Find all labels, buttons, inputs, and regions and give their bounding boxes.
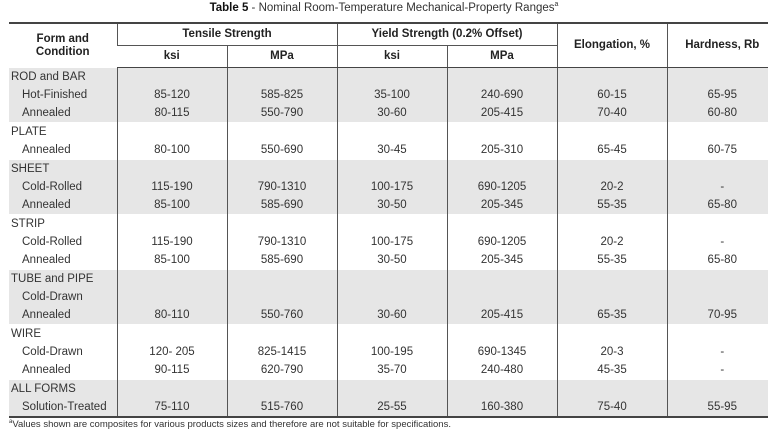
elongation-cell: 20-3 (557, 343, 667, 361)
tensile-ksi-cell: 85-100 (117, 196, 227, 215)
group-tube-and-pipe (9, 270, 768, 325)
empty-cell (667, 123, 768, 142)
elongation-cell: 65-45 (557, 141, 667, 160)
empty-cell (557, 160, 667, 179)
header-tensile-mpa: MPa (227, 46, 337, 68)
tensile-mpa-cell (227, 288, 337, 306)
table-row (9, 233, 768, 251)
empty-cell (667, 68, 768, 87)
tensile-mpa-cell: 790-1310 (227, 233, 337, 251)
yield-ksi-cell: 100-195 (337, 343, 447, 361)
empty-cell (117, 270, 227, 289)
yield-ksi-cell: 30-60 (337, 104, 447, 123)
tensile-mpa-cell: 585-690 (227, 251, 337, 270)
tensile-mpa-cell: 585-825 (227, 86, 337, 104)
empty-cell (667, 380, 768, 399)
table-caption (0, 1, 768, 14)
yield-ksi-cell (337, 288, 447, 306)
header-elongation: Elongation, % (557, 23, 667, 68)
yield-ksi-cell: 30-50 (337, 251, 447, 270)
group-name: TUBE and PIPE (9, 270, 117, 289)
group-name: ALL FORMS (9, 380, 117, 399)
elongation-cell: 60-15 (557, 86, 667, 104)
empty-cell (667, 270, 768, 289)
group-header-row (9, 215, 768, 234)
table-row (9, 361, 768, 380)
tensile-mpa-cell: 550-760 (227, 306, 337, 325)
hardness-cell: 60-80 (667, 104, 768, 123)
empty-cell (337, 325, 447, 344)
table-row (9, 306, 768, 325)
tensile-mpa-cell: 620-790 (227, 361, 337, 380)
condition-cell: Cold-Rolled (22, 236, 83, 248)
empty-cell (557, 215, 667, 234)
empty-cell (447, 215, 557, 234)
table-row (9, 86, 768, 104)
condition-cell: Annealed (22, 144, 71, 156)
tensile-ksi-cell: 120- 205 (117, 343, 227, 361)
hardness-cell: 70-95 (667, 306, 768, 325)
empty-cell (447, 380, 557, 399)
group-wire (9, 325, 768, 380)
tensile-ksi-cell: 115-190 (117, 178, 227, 196)
group-name: STRIP (11, 218, 45, 230)
tensile-ksi-cell: 115-190 (117, 233, 227, 251)
tensile-ksi-cell: 85-120 (117, 86, 227, 104)
table-row (9, 398, 768, 417)
yield-mpa-cell: 205-310 (447, 141, 557, 160)
group-header-row (9, 68, 768, 87)
yield-mpa-cell: 690-1205 (447, 178, 557, 196)
empty-cell (337, 68, 447, 87)
hardness-cell: - (667, 343, 768, 361)
group-rod-and-bar (9, 68, 768, 123)
yield-ksi-cell: 30-45 (337, 141, 447, 160)
condition-cell: Cold-Drawn (22, 346, 83, 358)
footnote-marker: a (554, 1, 559, 8)
empty-cell (447, 123, 557, 142)
header-yield-mpa: MPa (447, 46, 557, 68)
yield-ksi-cell: 25-55 (337, 398, 447, 417)
group-header-row (9, 270, 768, 289)
yield-mpa-cell: 205-415 (447, 306, 557, 325)
elongation-cell: 65-35 (557, 306, 667, 325)
group-all-forms (9, 380, 768, 418)
header-yield-ksi: ksi (337, 46, 447, 68)
hardness-cell: 60-75 (667, 141, 768, 160)
yield-mpa-cell: 205-345 (447, 251, 557, 270)
tensile-mpa-cell: 515-760 (227, 398, 337, 417)
tensile-ksi-cell: 80-110 (117, 306, 227, 325)
yield-mpa-cell: 205-345 (447, 196, 557, 215)
group-header-row (9, 325, 768, 344)
empty-cell (227, 123, 337, 142)
condition-cell: Cold-Drawn (9, 288, 117, 306)
empty-cell (447, 68, 557, 87)
condition-cell: Annealed (9, 104, 117, 123)
condition-cell: Annealed (22, 364, 71, 376)
empty-cell (227, 270, 337, 289)
empty-cell (117, 160, 227, 179)
properties-table (9, 22, 768, 418)
empty-cell (227, 380, 337, 399)
empty-cell (227, 215, 337, 234)
empty-cell (667, 160, 768, 179)
tensile-ksi-cell: 75-110 (117, 398, 227, 417)
table-row (9, 196, 768, 215)
footnote-text: Values shown are composites for various products sizes and therefore are not suitable for specifications. (12, 419, 451, 431)
tensile-ksi-cell: 85-100 (117, 251, 227, 270)
group-sheet (9, 160, 768, 215)
group-name: PLATE (11, 126, 47, 138)
empty-cell (447, 325, 557, 344)
tensile-ksi-cell: 80-100 (117, 141, 227, 160)
hardness-cell (667, 288, 768, 306)
condition-cell: Annealed (9, 196, 117, 215)
empty-cell (117, 380, 227, 399)
condition-cell: Annealed (9, 306, 117, 325)
elongation-cell: 55-35 (557, 196, 667, 215)
tensile-mpa-cell: 550-690 (227, 141, 337, 160)
tensile-mpa-cell: 585-690 (227, 196, 337, 215)
elongation-cell: 20-2 (557, 233, 667, 251)
header-hardness: Hardness, Rb (667, 23, 768, 68)
empty-cell (337, 160, 447, 179)
header-yield-strength: Yield Strength (0.2% Offset) (337, 23, 557, 46)
condition-cell: Cold-Rolled (9, 178, 117, 196)
empty-cell (227, 325, 337, 344)
hardness-cell: 55-95 (667, 398, 768, 417)
hardness-cell: 65-80 (667, 196, 768, 215)
empty-cell (117, 215, 227, 234)
hardness-cell: - (667, 361, 768, 380)
table-row (9, 178, 768, 196)
yield-ksi-cell: 30-50 (337, 196, 447, 215)
empty-cell (667, 325, 768, 344)
header-tensile-strength: Tensile Strength (117, 23, 337, 46)
footnote (9, 419, 451, 430)
empty-cell (337, 270, 447, 289)
table-row (9, 141, 768, 160)
table-label: Table 5 (209, 1, 249, 14)
empty-cell (557, 123, 667, 142)
tensile-ksi-cell: 80-115 (117, 104, 227, 123)
tensile-ksi-cell (117, 288, 227, 306)
elongation-cell: 70-40 (557, 104, 667, 123)
empty-cell (337, 123, 447, 142)
group-name: SHEET (9, 160, 117, 179)
yield-ksi-cell: 100-175 (337, 233, 447, 251)
empty-cell (117, 325, 227, 344)
yield-ksi-cell: 35-70 (337, 361, 447, 380)
empty-cell (557, 380, 667, 399)
empty-cell (557, 270, 667, 289)
empty-cell (447, 270, 557, 289)
group-header-row (9, 380, 768, 399)
hardness-cell: - (667, 178, 768, 196)
tensile-ksi-cell: 90-115 (117, 361, 227, 380)
hardness-cell: 65-80 (667, 251, 768, 270)
yield-mpa-cell: 240-480 (447, 361, 557, 380)
condition-cell: Hot-Finished (9, 86, 117, 104)
empty-cell (667, 215, 768, 234)
condition-cell: Solution-Treated (9, 398, 117, 417)
yield-ksi-cell: 100-175 (337, 178, 447, 196)
footnote-marker: a (9, 419, 13, 425)
header-tensile-ksi: ksi (117, 46, 227, 68)
empty-cell (557, 68, 667, 87)
empty-cell (447, 160, 557, 179)
empty-cell (337, 215, 447, 234)
elongation-cell: 20-2 (557, 178, 667, 196)
table-row (9, 343, 768, 361)
yield-mpa-cell: 205-415 (447, 104, 557, 123)
yield-mpa-cell: 690-1345 (447, 343, 557, 361)
group-header-row (9, 160, 768, 179)
yield-mpa-cell (447, 288, 557, 306)
table-row (9, 251, 768, 270)
elongation-cell (557, 288, 667, 306)
elongation-cell: 55-35 (557, 251, 667, 270)
table-row (9, 288, 768, 306)
group-name: ROD and BAR (9, 68, 117, 87)
empty-cell (117, 123, 227, 142)
yield-mpa-cell: 690-1205 (447, 233, 557, 251)
table-title: - Nominal Room-Temperature Mechanical-Property Ranges (248, 1, 555, 14)
empty-cell (117, 68, 227, 87)
group-name: WIRE (11, 328, 42, 340)
group-plate (9, 123, 768, 160)
yield-mpa-cell: 240-690 (447, 86, 557, 104)
yield-mpa-cell: 160-380 (447, 398, 557, 417)
yield-ksi-cell: 35-100 (337, 86, 447, 104)
elongation-cell: 75-40 (557, 398, 667, 417)
hardness-cell: 65-95 (667, 86, 768, 104)
empty-cell (557, 325, 667, 344)
empty-cell (227, 68, 337, 87)
hardness-cell: - (667, 233, 768, 251)
group-strip (9, 215, 768, 270)
header-form-condition: Form and Condition (9, 23, 117, 68)
empty-cell (227, 160, 337, 179)
tensile-mpa-cell: 550-790 (227, 104, 337, 123)
tensile-mpa-cell: 825-1415 (227, 343, 337, 361)
empty-cell (337, 380, 447, 399)
group-header-row (9, 123, 768, 142)
yield-ksi-cell: 30-60 (337, 306, 447, 325)
tensile-mpa-cell: 790-1310 (227, 178, 337, 196)
table-row (9, 104, 768, 123)
elongation-cell: 45-35 (557, 361, 667, 380)
condition-cell: Annealed (22, 254, 71, 266)
